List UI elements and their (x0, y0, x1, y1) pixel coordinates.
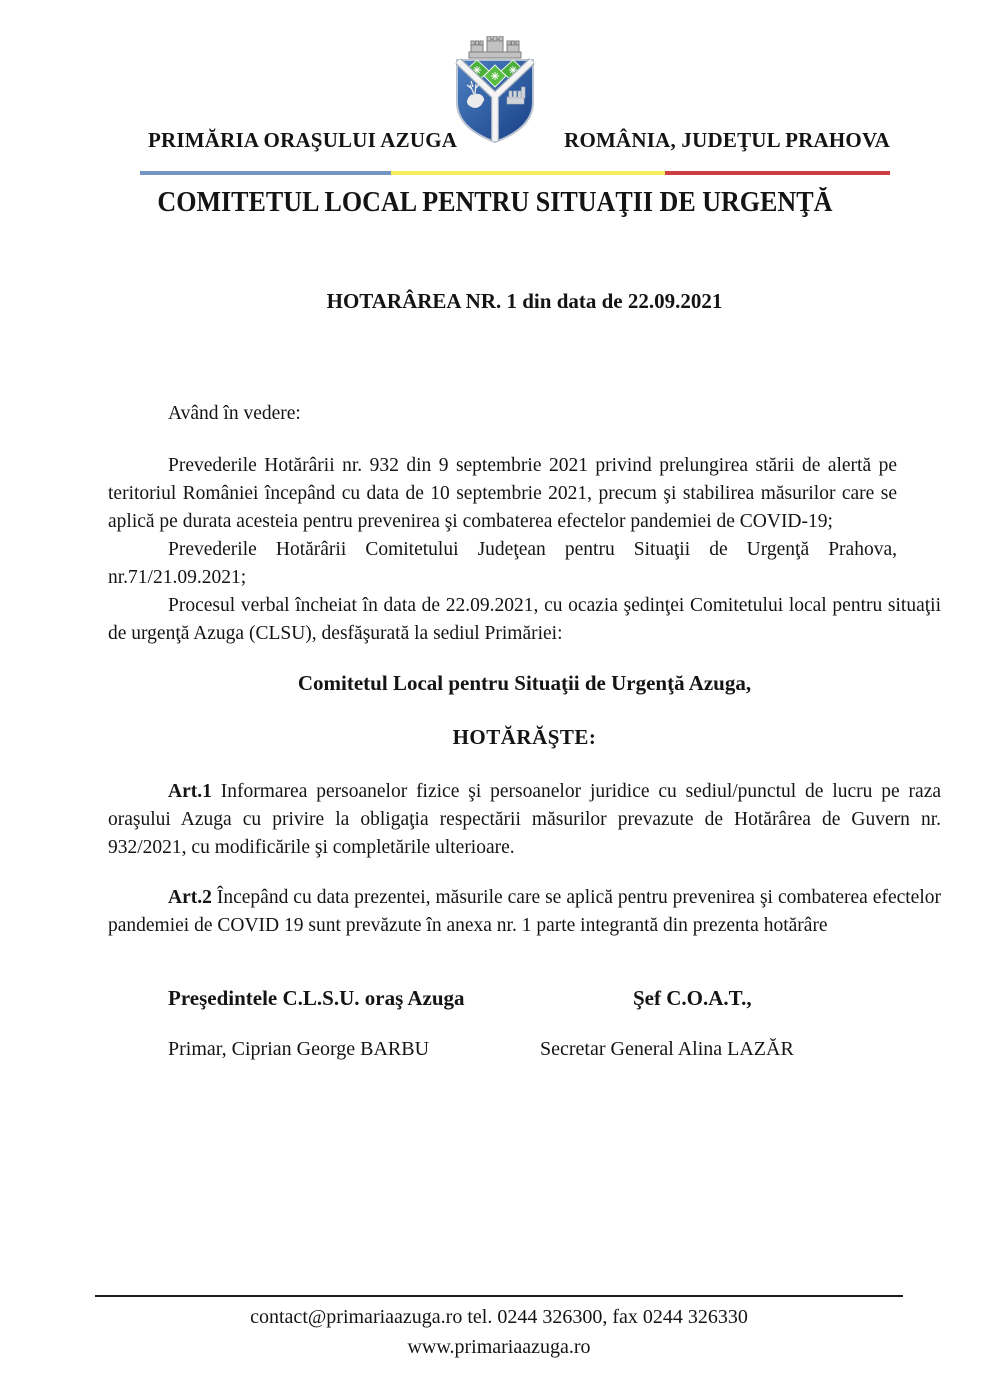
signature-right-name: Secretar General Alina LAZĂR (540, 1038, 794, 1060)
preamble-paragraph-3: Procesul verbal încheiat în data de 22.09.2021, cu ocazia şedinţei Comitetului local pentru situaţii de urgenţă Azuga (CLSU), desfăşurată la sediul Primăriei: (108, 595, 941, 644)
signature-left-name: Primar, Ciprian George BARBU (168, 1038, 430, 1060)
document-title: COMITETUL LOCAL PENTRU SITUAŢII DE URGENŢĂ (156, 187, 833, 218)
document-footer (95, 1295, 903, 1362)
article-1-text: Informarea persoanelor fizice şi persoanelor juridice cu sediul/punctul de lucru pe raza oraşului Azuga cu privire la obligaţia respectării măsurilor prevazute de Hotărârea de Guvern nr. 932/2021, cu modificările şi completările ulterioare. (108, 781, 941, 858)
preamble-label: Având în vedere: (168, 403, 301, 424)
preamble-paragraph-1: Prevederile Hotărârii nr. 932 din 9 septembrie 2021 privind prelungirea stării de alertă pe teritoriul României începând cu data de 10 septembrie 2021, precum şi stabilirea măsurilor care se aplică pe durata acesteia pentru prevenirea şi combaterea efectelor pandemiei de COVID-19; (108, 455, 897, 532)
committee-name-line: Comitetul Local pentru Situaţii de Urgenţă Azuga, (297, 671, 752, 695)
flag-stripe-blue (140, 171, 391, 175)
article-1 (108, 778, 941, 862)
document-header (0, 0, 989, 232)
article-2-label: Art.2 (168, 887, 212, 908)
signature-left-title: Preşedintele C.L.S.U. oraş Azuga (168, 986, 465, 1010)
article-1-label: Art.1 (168, 781, 212, 802)
article-2-text: Începând cu data prezentei, măsurile care se aplică pentru prevenirea şi combaterea efectelor pandemiei de COVID 19 sunt prevăzute în anexa nr. 1 parte integrantă din prezenta hotărâre (108, 887, 941, 936)
decision-title: HOTARÂREA NR. 1 din data de 22.09.2021 (326, 289, 723, 313)
header-right-text: ROMÂNIA, JUDEŢUL PRAHOVA (564, 128, 890, 152)
preamble-paragraph-2: Prevederile Hotărârii Comitetului Judeţean pentru Situaţii de Urgenţă Prahova, nr.71/21.09.2021; (108, 539, 897, 588)
header-left-text: PRIMĂRIA ORAŞULUI AZUGA (148, 128, 458, 152)
signature-right-title: Şef C.O.A.T., (633, 986, 752, 1010)
document-body (0, 288, 989, 1078)
tricolor-divider (140, 171, 890, 175)
decides-heading: HOTĂRĂŞTE: (452, 725, 597, 749)
flag-stripe-red (665, 171, 890, 175)
footer-website-line: www.primariaazuga.ro (407, 1336, 591, 1358)
flag-stripe-yellow (391, 171, 665, 175)
footer-contact-line: contact@primariaazuga.ro tel. 0244 326300, fax 0244 326330 (250, 1306, 748, 1328)
article-2 (108, 884, 941, 940)
signature-block (108, 986, 941, 1078)
